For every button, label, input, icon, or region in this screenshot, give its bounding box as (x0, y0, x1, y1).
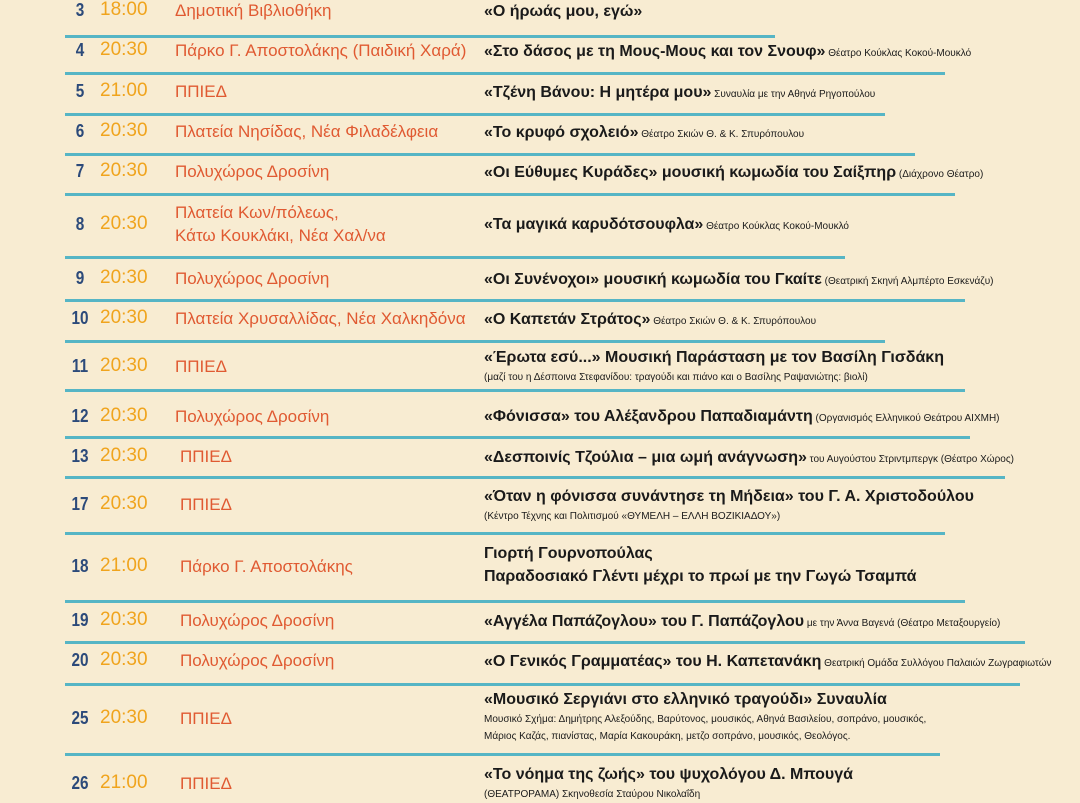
event-venue (180, 555, 470, 578)
event-info (484, 650, 1074, 675)
event-time: 21:00 (100, 772, 148, 793)
event-time: 21:00 (100, 555, 148, 576)
event-credit: Θέατρο Σκιών Θ. & Κ. Σπυρόπουλου (638, 129, 805, 140)
event-time: 21:00 (100, 80, 148, 101)
event-day: 11 (71, 356, 89, 376)
event-time: 20:30 (100, 120, 148, 141)
event-time: 20:30 (100, 307, 148, 328)
event-title: «Ο Καπετάν Στράτος» (484, 311, 651, 328)
event-time: 20:30 (100, 707, 148, 728)
event-venue (175, 39, 465, 62)
event-day: 25 (71, 708, 89, 728)
event-credit: Θέατρο Κούκλας Κοκού-Μουκλό (703, 221, 849, 232)
event-day: 17 (71, 494, 89, 514)
venue-line: ΠΠΙΕΔ (180, 708, 232, 728)
row-divider (65, 113, 885, 116)
event-headline (484, 308, 1074, 333)
event-info (484, 610, 1074, 635)
event-info (484, 121, 1074, 146)
venue-line: Πολυχώρος Δροσίνη (175, 406, 330, 426)
event-title: «Στο δάσος με τη Μους-Μους και τον Σνουφ» (484, 43, 826, 60)
event-credit: (Διάχρονο Θέατρο) (896, 169, 984, 180)
event-info (484, 446, 1074, 471)
event-info (484, 268, 1074, 293)
row-divider (65, 641, 1025, 644)
row-divider (65, 72, 945, 75)
row-divider (65, 532, 945, 535)
event-detail-line: Μουσικό Σχήμα: Δημήτρης Αλεξούδης, Βαρύτονος, μουσικός, Αθηνά Βασιλείου, σοπράνο, μουσικός, (484, 714, 927, 725)
row-divider (65, 436, 970, 439)
event-detail-line: (μαζί του η Δέσποινα Στεφανίδου: τραγούδι και πιάνο και ο Βασίλης Ραψανιώτης: βιολί) (484, 372, 868, 383)
event-time: 18:00 (100, 0, 148, 20)
row-divider (65, 753, 940, 756)
event-title: «Αγγέλα Παπάζογλου» του Γ. Παπάζογλου (484, 613, 805, 630)
row-divider (65, 193, 955, 196)
event-time: 20:30 (100, 160, 148, 181)
event-venue (180, 609, 470, 632)
event-time: 20:30 (100, 493, 148, 514)
event-day: 13 (71, 446, 89, 466)
event-time: 20:30 (100, 405, 148, 426)
event-venue (175, 120, 465, 143)
event-info (484, 542, 1074, 588)
venue-line: Πλατεία Νησίδας, Νέα Φιλαδέλφεια (175, 121, 439, 141)
event-title: «Τζένη Βάνου: Η μητέρα μου» (484, 84, 712, 101)
venue-line: Πάρκο Γ. Αποστολάκης (Παιδική Χαρά) (175, 40, 467, 60)
event-credit: Θεατρική Ομάδα Συλλόγου Παλαιών Ζωγραφιωτών (821, 658, 1052, 669)
event-day: 26 (71, 773, 89, 793)
venue-line: ΠΠΙΕΔ (180, 494, 232, 514)
venue-line: Κάτω Κουκλάκι, Νέα Χαλ/να (175, 226, 386, 245)
venue-line: Πολυχώρος Δροσίνη (175, 268, 330, 288)
event-day: 3 (75, 0, 85, 20)
venue-line: Πάρκο Γ. Αποστολάκης (180, 556, 353, 576)
event-headline (484, 610, 1074, 635)
event-venue (175, 0, 465, 22)
row-divider (65, 683, 1020, 686)
event-day: 19 (71, 610, 89, 630)
event-info (484, 485, 1074, 525)
event-headline (484, 346, 1074, 369)
event-info (484, 213, 1074, 238)
event-title: Γιορτή Γουρνοπούλας (484, 545, 653, 562)
event-headline (484, 268, 1074, 293)
event-venue (180, 445, 470, 468)
event-headline-2 (484, 565, 1074, 588)
event-title: «Το νόημα της ζωής» του ψυχολόγου Δ. Μπουγά (484, 766, 853, 783)
event-time: 20:30 (100, 213, 148, 234)
event-info (484, 405, 1074, 430)
event-credit: Συναυλία με την Αθηνά Ρηγοπούλου (711, 89, 876, 100)
event-info (484, 81, 1074, 106)
event-info (484, 161, 1074, 186)
event-day: 12 (71, 406, 89, 426)
venue-line: Δημοτική Βιβλιοθήκη (175, 0, 332, 20)
event-day: 6 (75, 121, 85, 141)
event-credit: (Θεατρική Σκηνή Αλμπέρτο Εσκενάζυ) (821, 276, 994, 287)
event-info (484, 763, 1074, 803)
event-credit: Θέατρο Σκιών Θ. & Κ. Σπυρόπουλου (650, 316, 817, 327)
event-venue (180, 707, 470, 730)
event-title: «Έρωτα εσύ...» Μουσική Παράσταση με τον Βασίλη Γισδάκη (484, 349, 944, 366)
event-time: 20:30 (100, 355, 148, 376)
venue-line: ΠΠΙΕΔ (180, 773, 232, 793)
event-day: 18 (71, 556, 89, 576)
event-detail-line: Μάριος Καζάς, πιανίστας, Μαρία Κακουράκη, μετζο σοπράνο, μουσικός, Θεολόγος. (484, 731, 851, 742)
row-divider (65, 299, 965, 302)
event-headline (484, 446, 1074, 471)
event-credit: του Αυγούστου Στριντμπεργκ (Θέατρο Χώρος) (806, 454, 1015, 465)
event-headline (484, 40, 1074, 65)
event-info (484, 40, 1074, 65)
event-title: «Το κρυφό σχολειό» (484, 124, 639, 141)
event-time: 20:30 (100, 267, 148, 288)
event-day: 9 (75, 268, 85, 288)
event-day: 10 (71, 308, 89, 328)
event-title-2: Παραδοσιακό Γλέντι μέχρι το πρωί με την Γωγώ Τσαμπά (484, 568, 917, 585)
venue-line: ΠΠΙΕΔ (180, 446, 232, 466)
event-detail-line: (ΘΕΑΤΡΟΡΑΜΑ) Σκηνοθεσία Σταύρου Νικολαΐδη (484, 789, 701, 800)
event-info (484, 346, 1074, 386)
event-headline (484, 688, 1074, 711)
row-divider (65, 256, 845, 259)
event-headline (484, 485, 1074, 508)
event-title: «Οι Εύθυμες Κυράδες» μουσική κωμωδία του Σαίξπηρ (484, 164, 897, 181)
event-venue (175, 307, 465, 330)
event-title: «Ο ήρωάς μου, εγώ» (484, 3, 643, 20)
venue-line: ΠΠΙΕΔ (175, 356, 227, 376)
event-time: 20:30 (100, 39, 148, 60)
venue-line: Πολυχώρος Δροσίνη (175, 161, 330, 181)
event-title: «Ο Γενικός Γραμματέας» του Η. Καπετανάκη (484, 653, 822, 670)
event-venue (175, 355, 465, 378)
event-day: 7 (75, 161, 85, 181)
event-title: «Φόνισσα» του Αλέξανδρου Παπαδιαμάντη (484, 408, 813, 425)
venue-line: Πολυχώρος Δροσίνη (180, 610, 335, 630)
event-headline (484, 542, 1074, 565)
event-title: «Δεσποινίς Τζούλια – μια ωμή ανάγνωση» (484, 449, 807, 466)
event-venue (180, 493, 470, 516)
event-venue (175, 80, 465, 103)
event-venue (175, 201, 465, 247)
event-headline (484, 213, 1074, 238)
event-day: 5 (75, 81, 85, 101)
row-divider (65, 153, 915, 156)
event-headline (484, 121, 1074, 146)
event-title: «Τα μαγικά καρυδότσουφλα» (484, 216, 704, 233)
event-headline (484, 161, 1074, 186)
event-info (484, 308, 1074, 333)
event-day: 4 (75, 40, 85, 60)
event-credit: Θέατρο Κούκλας Κοκού-Μουκλό (825, 48, 972, 59)
event-credit: με την Άννα Βαγενά (Θέατρο Μεταξουργείο) (804, 618, 1001, 629)
event-venue (175, 405, 465, 428)
row-divider (65, 389, 965, 392)
event-venue (180, 772, 470, 795)
row-divider (65, 600, 965, 603)
event-time: 20:30 (100, 445, 148, 466)
event-info (484, 688, 1074, 745)
event-day: 20 (71, 650, 89, 670)
venue-line: Πλατεία Χρυσαλλίδας, Νέα Χαλκηδόνα (175, 308, 466, 328)
event-headline (484, 763, 1074, 786)
event-venue (175, 267, 465, 290)
event-credit: (Οργανισμός Ελληνικού Θεάτρου ΑΙΧΜΗ) (812, 413, 1000, 424)
venue-line: Πλατεία Κων/πόλεως, (175, 203, 339, 222)
event-headline (484, 81, 1074, 106)
event-day: 8 (75, 214, 85, 234)
row-divider (65, 340, 885, 343)
event-title: «Μουσικό Σεργιάνι στο ελληνικό τραγούδι» Συναυλία (484, 691, 887, 708)
event-headline (484, 0, 1074, 23)
event-title: «Όταν η φόνισσα συνάντησε τη Μήδεια» του Γ. Α. Χριστοδούλου (484, 488, 974, 505)
event-info (484, 0, 1074, 23)
event-venue (175, 160, 465, 183)
event-headline (484, 405, 1074, 430)
venue-line: ΠΠΙΕΔ (175, 81, 227, 101)
event-time: 20:30 (100, 609, 148, 630)
event-headline (484, 650, 1074, 675)
event-detail-line: (Κέντρο Τέχνης και Πολιτισμού «ΘΥΜΕΛΗ – ΕΛΛΗ ΒΟΖΙΚΙΑΔΟΥ») (484, 511, 781, 522)
event-title: «Οι Συνένοχοι» μουσική κωμωδία του Γκαίτε (484, 271, 822, 288)
event-time: 20:30 (100, 649, 148, 670)
venue-line: Πολυχώρος Δροσίνη (180, 650, 335, 670)
event-venue (180, 649, 470, 672)
row-divider (65, 476, 1005, 479)
